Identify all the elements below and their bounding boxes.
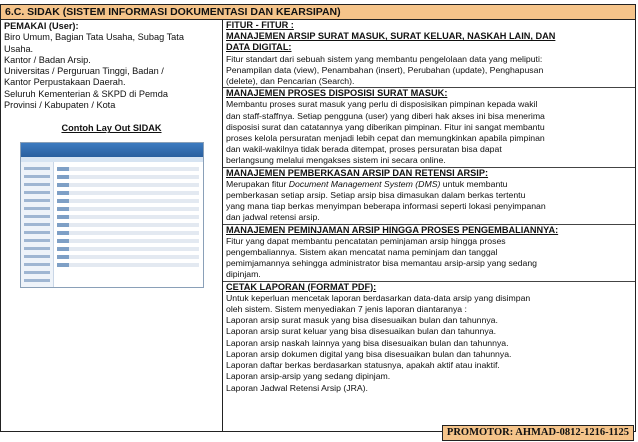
features-column (223, 20, 635, 431)
feature-section-lending (226, 225, 632, 281)
feature-line: pemimjamannya sehingga administrator bisa memantau arsip-arsip yang sedang (226, 258, 537, 269)
feature-line: Membantu proses surat masuk yang perlu di disposisikan pimpinan kepada wakil (226, 99, 538, 110)
feature-line: proses kelola persuratan menjadi lebih cepat dan memungkinkan apabila pimpinan (226, 133, 545, 144)
layout-example-title: Contoh Lay Out SIDAK (61, 123, 162, 134)
report-item: Laporan arsip surat keluar yang bisa disesuaikan bulan dan tahunnya. (226, 326, 496, 337)
dms-term: Document Management System (DMS) (288, 178, 441, 189)
feature-section-disposition (226, 88, 632, 166)
feature-line: (delete), dan Pencarian (Search). (226, 76, 355, 87)
users-line: Kantor / Badan Arsip. (4, 54, 91, 65)
feature-line: oleh sistem. Sistem menyediakan 7 jenis laporan diantaranya : (226, 304, 467, 315)
layout-screenshot-thumbnail (20, 142, 204, 288)
document-frame (0, 4, 636, 432)
report-item: Laporan arsip surat masuk yang bisa disesuaikan bulan dan tahunnya. (226, 315, 498, 326)
feature-line: dan jadwal retensi arsip. (226, 212, 320, 223)
promotor-badge: PROMOTOR: AHMAD-0812-1216-1125 (442, 425, 634, 441)
users-list (4, 32, 219, 111)
feature-line: dipinjam. (226, 269, 261, 280)
thumbnail-header-bar (21, 143, 203, 157)
feature-line: Fitur yang dapat membantu pencatatan peminjaman arsip hingga proses (226, 235, 506, 246)
report-item: Laporan arsip naskah lainnya yang bisa disesuaikan bulan dan tahunnya. (226, 337, 509, 348)
report-item: Laporan arsip-arsip yang sedang dipinjam. (226, 371, 391, 382)
users-label: PEMAKAI (User): (4, 21, 79, 31)
feature-line: dan staff-staffnya. Setiap pengguna (user) yang diberi hak akses ini bisa menerima (226, 110, 545, 121)
feature-section-archive (226, 31, 632, 87)
feature-section-reports (226, 282, 632, 394)
feature-line: Untuk keperluan mencetak laporan berdasarkan data-data arsip yang disimpan (226, 292, 531, 303)
section-title: 6.C. SIDAK (SISTEM INFORMASI DOKUMENTASI DAN KEARSIPAN) (1, 5, 635, 20)
feature-line (226, 179, 632, 190)
feature-heading: MANAJEMEN ARSIP SURAT MASUK, SURAT KELUAR, NASKAH LAIN, DAN (226, 31, 556, 42)
users-line: Provinsi / Kabupaten / Kota (4, 100, 116, 111)
feature-line: yang mana tiap berkas menyimpan beberapa informasi seperti lokasi penyimpanan (226, 201, 546, 212)
feature-line: berlangsung melalui mengakses sistem ini secara online. (226, 155, 446, 166)
feature-line-prefix: Merupakan fitur (226, 178, 289, 189)
features-label: FITUR - FITUR : (226, 20, 294, 30)
report-item: Laporan daftar berkas berdasarkan statusnya, apakah aktif atau inaktif. (226, 360, 500, 371)
feature-line: disposisi surat dan catatannya yang diberikan pimpinan. Fitur ini sangat membantu (226, 121, 545, 132)
users-column (1, 20, 223, 431)
feature-heading: MANAJEMEN PEMBERKASAN ARSIP DAN RETENSI ARSIP: (226, 167, 489, 178)
users-line: Kantor Perpustakaan Daerah. (4, 77, 126, 88)
thumbnail-sidebar (21, 162, 54, 287)
feature-line: pemberkasan setiap arsip. Setiap arsip bisa dimasukan dalam berkas tertentu (226, 190, 526, 201)
users-line: Usaha. (4, 43, 34, 54)
users-line: Seluruh Kementerian & SKPD di Pemda (4, 88, 168, 99)
feature-heading: MANAJEMEN PEMINJAMAN ARSIP HINGGA PROSES PENGEMBALIANNYA: (226, 224, 559, 235)
thumbnail-table (57, 167, 199, 283)
feature-line: Penampilan data (view), Penambahan (insert), Perubahan (update), Penghapusan (226, 64, 544, 75)
report-item: Laporan Jadwal Retensi Arsip (JRA). (226, 382, 368, 393)
report-item: Laporan arsip dokumen digital yang bisa disesuaikan bulan dan tahunnya. (226, 348, 512, 359)
feature-line-suffix: untuk membantu (440, 178, 508, 189)
content-columns (1, 20, 635, 431)
feature-heading: CETAK LAPORAN (FORMAT PDF): (226, 281, 377, 292)
feature-line: pengembaliannya. Sistem akan mencatat nama peminjam dan tanggal (226, 247, 498, 258)
users-line: Universitas / Perguruan Tinggi, Badan / (4, 66, 164, 77)
feature-heading: DATA DIGITAL: (226, 42, 292, 53)
users-line: Biro Umum, Bagian Tata Usaha, Subag Tata (4, 32, 184, 43)
feature-line: dan wakil-wakilnya tidak berada ditempat, proses persuratan bisa dapat (226, 144, 502, 155)
feature-line: Fitur standart dari sebuah sistem yang membantu pengelolaan data yang meliputi: (226, 53, 543, 64)
feature-section-filing (226, 168, 632, 224)
feature-heading: MANAJEMEN PROSES DISPOSISI SURAT MASUK: (226, 88, 448, 99)
